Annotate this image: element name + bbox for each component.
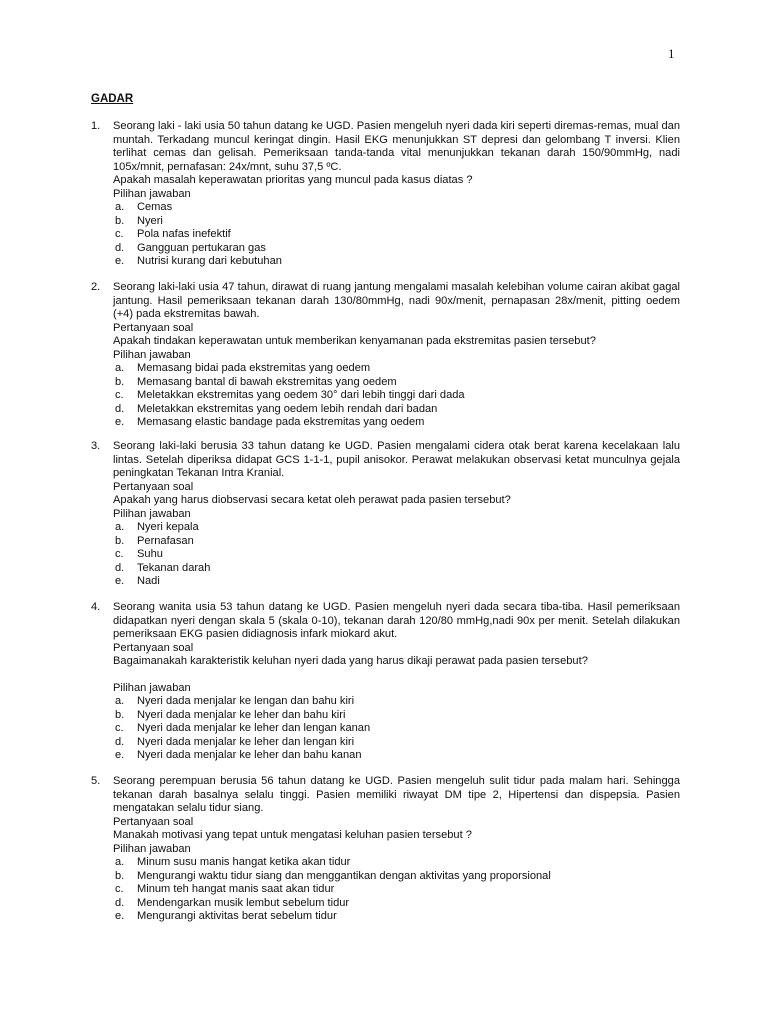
- option-letter: d.: [115, 735, 125, 748]
- option-letter: b.: [115, 375, 125, 388]
- option-letter: e.: [115, 749, 125, 761]
- options-list: [113, 362, 680, 430]
- option-b: [113, 709, 680, 723]
- option-a: [113, 362, 680, 376]
- question-number: 3.: [91, 440, 101, 452]
- options-heading: Pilihan jawaban: [113, 842, 191, 855]
- blank-line: [113, 669, 680, 682]
- question-2: [91, 281, 680, 430]
- option-text: Tekanan darah: [137, 561, 211, 574]
- option-e: [113, 575, 680, 589]
- question-stem: Seorang laki-laki berusia 33 tahun datang ke UGD. Pasien mengalami cidera otak berat karena kecelakaan lalu lintas. Setelah diperiksa didapat GCS 1-1-1, pupil anisokor. Perawat melakukan observasi ketat munculnya gejala peningkatan Tekanan Intra Kranial.: [113, 440, 680, 479]
- option-letter: e.: [115, 416, 125, 428]
- option-c: [113, 548, 680, 562]
- option-letter: a.: [115, 362, 125, 374]
- question-prompt: Apakah yang harus diobservasi secara ketat oleh perawat pada pasien tersebut?: [113, 494, 511, 506]
- question-number: 2.: [91, 281, 101, 293]
- option-e: [113, 910, 680, 924]
- options-heading: Pilihan jawaban: [113, 507, 191, 520]
- option-text: Nyeri: [137, 214, 163, 227]
- option-a: [113, 856, 680, 870]
- option-a: [113, 201, 680, 215]
- option-text: Cemas: [137, 201, 173, 213]
- options-list: [113, 201, 680, 269]
- option-text: Pola nafas inefektif: [137, 228, 231, 240]
- option-d: [113, 562, 680, 576]
- options-list: [113, 695, 680, 763]
- options-list: [113, 521, 680, 589]
- option-letter: b.: [115, 869, 125, 882]
- option-text: Meletakkan ekstremitas yang oedem 30° dari lebih tinggi dari dada: [137, 389, 465, 401]
- option-text: Mengurangi aktivitas berat sebelum tidur: [137, 910, 337, 922]
- options-list: [113, 856, 680, 924]
- option-letter: b.: [115, 708, 125, 721]
- question-prompt: Apakah masalah keperawatan prioritas yang muncul pada kasus diatas ?: [113, 174, 473, 186]
- option-letter: a.: [115, 521, 125, 533]
- option-e: [113, 749, 680, 763]
- option-text: Nyeri kepala: [137, 521, 199, 533]
- option-letter: e.: [115, 910, 125, 922]
- option-text: Nadi: [137, 575, 160, 587]
- options-heading: Pilihan jawaban: [113, 348, 191, 361]
- option-text: Nyeri dada menjalar ke leher dan lengan kanan: [137, 722, 371, 734]
- option-text: Pernafasan: [137, 534, 194, 547]
- question-5: [91, 775, 680, 924]
- option-letter: c.: [115, 228, 124, 240]
- option-c: [113, 883, 680, 897]
- option-letter: a.: [115, 695, 125, 707]
- question-number: 1.: [91, 120, 101, 132]
- question-subheading: Pertanyaan soal: [113, 815, 194, 828]
- option-letter: d.: [115, 241, 125, 254]
- option-text: Mengurangi waktu tidur siang dan menggantikan dengan aktivitas yang proporsional: [137, 869, 551, 882]
- option-text: Mendengarkan musik lembut sebelum tidur: [137, 896, 350, 909]
- option-e: [113, 416, 680, 430]
- option-a: [113, 521, 680, 535]
- question-prompt: Bagaimanakah karakteristik keluhan nyeri dada yang harus dikaji perawat pada pasien tersebut?: [113, 655, 588, 667]
- options-heading: Pilihan jawaban: [113, 187, 191, 200]
- option-b: [113, 376, 680, 390]
- option-letter: a.: [115, 856, 125, 868]
- option-letter: d.: [115, 561, 125, 574]
- option-letter: b.: [115, 534, 125, 547]
- option-d: [113, 242, 680, 256]
- option-b: [113, 215, 680, 229]
- option-e: [113, 255, 680, 269]
- option-text: Nyeri dada menjalar ke leher dan bahu kiri: [137, 708, 346, 721]
- option-text: Gangguan pertukaran gas: [137, 241, 266, 254]
- option-letter: b.: [115, 214, 125, 227]
- option-c: [113, 389, 680, 403]
- option-letter: c.: [115, 722, 124, 734]
- question-stem: Seorang laki - laki usia 50 tahun datang ke UGD. Pasien mengeluh nyeri dada kiri seperti diremas-remas, mual dan muntah. Terkadang muncul keringat dingin. Hasil EKG menunjukkan ST depresi dan gelombang T inversi. Klien terlihat cemas dan gelisah. Pemeriksaan tanda-tanda vital menunjukkan tekanan darah 150/90mmHg, nadi 105x/mnit, pernafasan: 24x/mnt, suhu 37,5 ºC.: [113, 120, 680, 173]
- question-stem: Seorang perempuan berusia 56 tahun datang ke UGD. Pasien mengeluh sulit tidur pada malam hari. Sehingga tekanan darah basalnya selalu tinggi. Pasien memiliki riwayat DM tipe 2, Hipertensi dan dispepsia. Pasien mengatakan selalu tidur siang.: [113, 775, 680, 814]
- option-d: [113, 403, 680, 417]
- option-text: Nyeri dada menjalar ke leher dan bahu kanan: [137, 749, 362, 761]
- option-b: [113, 870, 680, 884]
- question-subheading: Pertanyaan soal: [113, 480, 194, 493]
- option-text: Nyeri dada menjalar ke lengan dan bahu kiri: [137, 695, 355, 707]
- option-c: [113, 228, 680, 242]
- question-1: [91, 120, 680, 269]
- option-text: Minum teh hangat manis saat akan tidur: [137, 883, 335, 895]
- option-letter: c.: [115, 548, 124, 560]
- question-3: [91, 440, 680, 589]
- option-a: [113, 695, 680, 709]
- question-subheading: Pertanyaan soal: [113, 321, 194, 334]
- question-4: [91, 601, 680, 763]
- option-text: Meletakkan ekstremitas yang oedem lebih rendah dari badan: [137, 402, 438, 415]
- options-heading: Pilihan jawaban: [113, 681, 191, 694]
- option-text: Minum susu manis hangat ketika akan tidur: [137, 856, 351, 868]
- question-prompt: Apakah tindakan keperawatan untuk memberikan kenyamanan pada ekstremitas pasien tersebut?: [113, 335, 596, 347]
- option-text: Suhu: [137, 548, 163, 560]
- option-d: [113, 736, 680, 750]
- question-prompt: Manakah motivasi yang tepat untuk mengatasi keluhan pasien tersebut ?: [113, 829, 472, 841]
- question-number: 5.: [91, 775, 101, 787]
- option-letter: d.: [115, 896, 125, 909]
- option-text: Memasang bidai pada ekstremitas yang oedem: [137, 362, 371, 374]
- option-text: Memasang elastic bandage pada ekstremitas yang oedem: [137, 416, 425, 428]
- option-letter: e.: [115, 575, 125, 587]
- option-text: Nyeri dada menjalar ke leher dan lengan kiri: [137, 735, 355, 748]
- question-stem: Seorang laki-laki usia 47 tahun, dirawat di ruang jantung mengalami masalah kelebihan volume cairan akibat gagal jantung. Hasil pemeriksaan tekanan darah 130/80mmHg, nadi 90x/menit, pernapasan 28x/menit, pitting oedem (+4) pada ekstremitas bawah.: [113, 281, 680, 320]
- option-c: [113, 722, 680, 736]
- option-letter: d.: [115, 402, 125, 415]
- option-letter: a.: [115, 201, 125, 213]
- question-subheading: Pertanyaan soal: [113, 641, 194, 654]
- option-text: Memasang bantal di bawah ekstremitas yang oedem: [137, 375, 397, 388]
- question-number: 4.: [91, 601, 101, 613]
- option-letter: e.: [115, 255, 125, 267]
- option-letter: c.: [115, 389, 124, 401]
- document-title: GADAR: [91, 93, 134, 105]
- option-d: [113, 897, 680, 911]
- page-number: 1: [668, 46, 675, 61]
- option-letter: c.: [115, 883, 124, 895]
- option-text: Nutrisi kurang dari kebutuhan: [137, 255, 282, 267]
- question-stem: Seorang wanita usia 53 tahun datang ke UGD. Pasien mengeluh nyeri dada secara tiba-tiba. Hasil pemeriksaan didapatkan nyeri dengan skala 5 (skala 0-10), tekanan darah 120/80 mmHg,nadi 90x per menit. Setelah dilakukan pemeriksaan EKG pasien didiagnosis infark miokard akut.: [113, 601, 680, 640]
- option-b: [113, 535, 680, 549]
